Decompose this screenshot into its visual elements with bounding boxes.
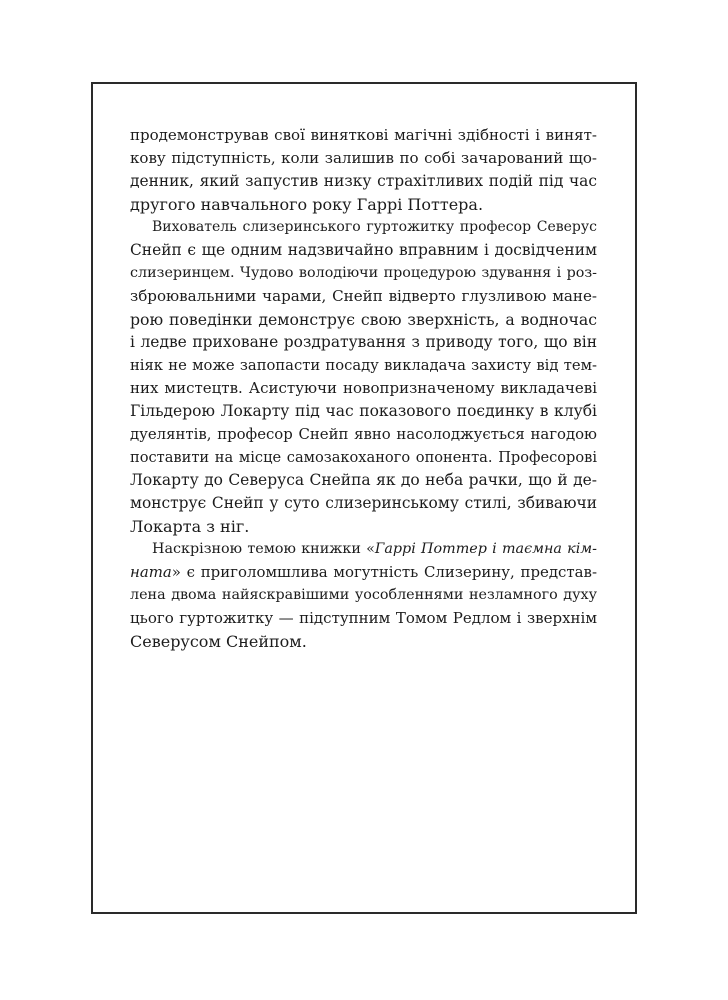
paragraph-3	[130, 538, 597, 653]
text-line: дуелянтів, професор Снейп явно насолоджується нагодою	[130, 425, 597, 443]
text-run: Северусом Снейпом.	[130, 632, 307, 651]
paragraph-2	[130, 216, 597, 538]
text-line	[130, 607, 597, 630]
text-run: лена двома найяскравішими уособленнями незламного духу	[130, 587, 597, 603]
book-title-italic: ната	[130, 563, 172, 581]
text-line: Вихователь слизеринського гуртожитку професор Северус	[152, 219, 597, 235]
text-run: » є приголомшлива могутність Слизерину, представ-	[171, 563, 597, 581]
text-line	[130, 584, 597, 607]
paragraph-1	[130, 124, 597, 216]
text-line: зброювальними чарами, Снейп відверто глузливою мане-	[130, 287, 597, 305]
page-text	[130, 124, 597, 653]
text-run: цього гуртожитку — підступним Томом Редлом і зверхнім	[130, 609, 597, 627]
text-line: монструє Снейп у суто слизеринському стилі, збиваючи	[130, 494, 597, 512]
text-run: Наскрізною темою книжки «	[152, 541, 375, 557]
text-line: рою поведінки демонструє свою зверхність, а водночас	[130, 310, 597, 329]
text-line: Снейп є ще одним надзвичайно вправним і досвідченим	[130, 241, 597, 259]
text-line: ніяк не може запопасти посаду викладача захисту від тем-	[130, 357, 597, 374]
text-line: слизеринцем. Чудово володіючи процедурою здування і роз-	[130, 265, 597, 281]
text-line: Локарта з ніг.	[130, 517, 250, 536]
text-line: кову підступність, коли залишив по собі зачарований що-	[130, 149, 597, 167]
text-line	[130, 630, 597, 653]
text-line: поставити на місце самозакоханого опонента. Професорові	[130, 449, 597, 466]
text-line: них мистецтв. Асистуючи новопризначеному викладачеві	[130, 379, 597, 397]
text-line: другого навчального року Гаррі Поттера.	[130, 195, 484, 214]
text-line: Локарту до Северуса Снейпа як до неба рачки, що й де-	[130, 471, 597, 489]
text-line: Гільдерою Локарту під час показового поєдинку в клубі	[130, 402, 597, 420]
text-line: і ледве приховане роздратування з приводу того, що він	[130, 333, 597, 351]
text-line: продемонстрував свої виняткові магічні здібності і винят-	[130, 126, 597, 144]
text-line: денник, який запустив низку страхітливих подій під час	[130, 172, 597, 190]
text-line	[130, 538, 597, 561]
text-line	[130, 561, 597, 584]
book-title-italic: Гаррі Поттер і таємна кім-	[374, 541, 597, 557]
